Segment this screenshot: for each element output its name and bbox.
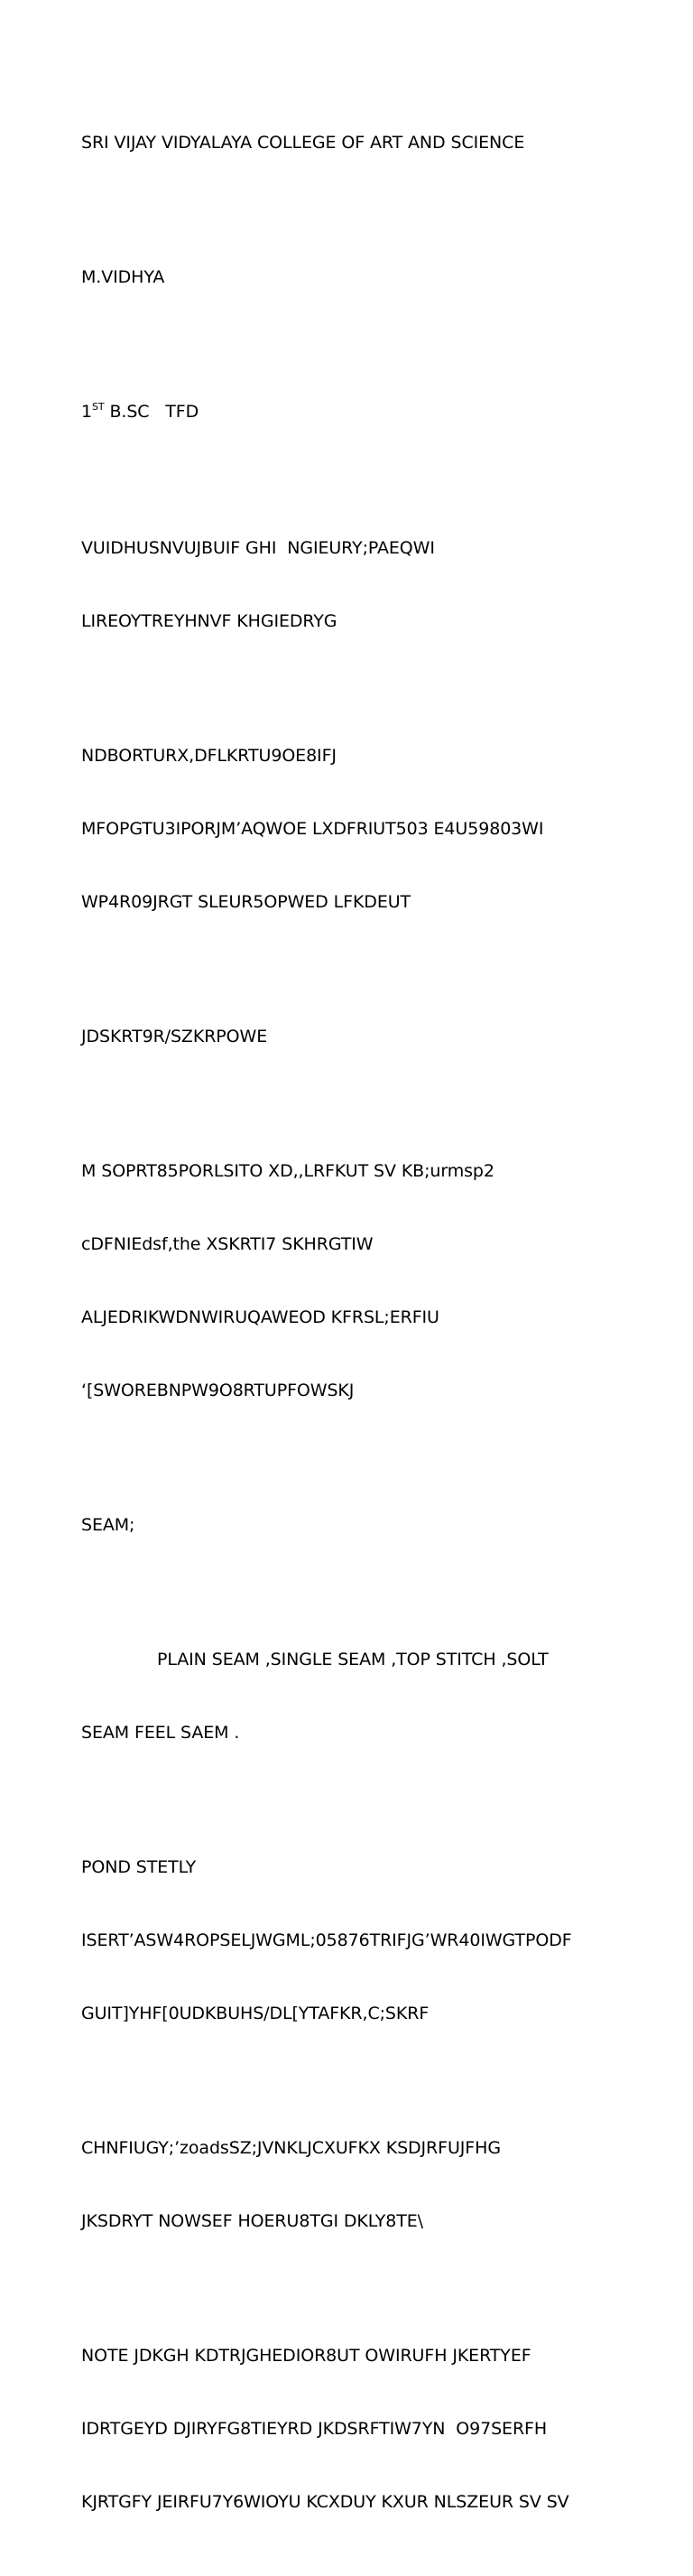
seam-types: [81, 1599, 641, 1794]
year-suffix: ST: [92, 401, 105, 413]
seam-types-line-1: [81, 1648, 641, 1672]
paragraph-line: JKSDRYT NOWSEF HOERU8TGI DKLY8TE\: [81, 2211, 423, 2231]
paragraph-2: [81, 695, 641, 963]
paragraph-line: LIREOYTREYHNVF KHGIEDRYG: [81, 611, 337, 631]
paragraph-line: cDFNIEdsf,the XSKRTI7 SKHRGTIW: [81, 1234, 374, 1254]
paragraph-line: KJRTGFY JEIRFU7Y6WIOYU KCXDUY KXUR NLSZEUR SV SV: [81, 2492, 569, 2512]
paragraph-line: M SOPRT85PORLSITO XD,,LRFKUT SV KB;urmsp2: [81, 1161, 494, 1181]
college-name-line: SRI VIJAY VIDYALAYA COLLEGE OF ART AND SCIENCE: [81, 133, 525, 153]
course-name: B.SC TFD: [104, 402, 199, 422]
seam-heading: [81, 1465, 641, 1586]
paragraph-line: ‘[SWOREBNPW9O8RTUPFOWSKJ: [81, 1381, 355, 1400]
paragraph-5: [81, 1807, 641, 2075]
paragraph-line: GUIT]YHF[0UDKBUHS/DL[YTAFKR,C;SKRF: [81, 2004, 430, 2023]
paragraph-line: JDSKRT9R/SZKRPOWE: [81, 1027, 268, 1046]
paragraph-line: CHNFIUGY;’zoadsSZ;JVNKLJCXUFKX KSDJRFUJFHG: [81, 2138, 501, 2158]
paragraph-1: [81, 488, 641, 683]
college-name: [81, 82, 641, 204]
seam-types-line-2: SEAM FEEL SAEM .: [81, 1723, 240, 1743]
year-number: 1: [81, 402, 92, 422]
student-name: [81, 217, 641, 339]
paragraph-4: [81, 1111, 641, 1452]
paragraph-6: [81, 2088, 641, 2283]
paragraph-line: VUIDHUSNVUJBUIF GHI NGIEURY;PAEQWI: [81, 538, 435, 558]
paragraph-line: ALJEDRIKWDNWIRUQAWEOD KFRSL;ERFIU: [81, 1307, 439, 1327]
paragraph-7: [81, 2295, 641, 2563]
paragraph-line: POND STETLY: [81, 1857, 197, 1877]
paragraph-line: ISERT’ASW4ROPSELJWGML;05876TRIFJG’WR40IWGTPODF: [81, 1930, 572, 1950]
paragraph-3: [81, 976, 641, 1098]
paragraph-line: NDBORTURX,DFLKRTU9OE8IFJ: [81, 746, 337, 766]
paragraph-line: NOTE JDKGH KDTRJGHEDIOR8UT OWIRUFH JKERTYEF: [81, 2346, 531, 2366]
seam-types-text: PLAIN SEAM ,SINGLE SEAM ,TOP STITCH ,SOLT: [157, 1650, 549, 1669]
document-body: [81, 82, 641, 2576]
paragraph-line: MFOPGTU3IPORJM’AQWOE LXDFRIUT503 E4U59803WI: [81, 819, 544, 839]
class-info: [81, 351, 641, 475]
seam-heading-line: SEAM;: [81, 1515, 135, 1535]
paragraph-line: WP4R09JRGT SLEUR5OPWED LFKDEUT: [81, 892, 411, 912]
paragraph-line: IDRTGEYD DJIRYFG8TIEYRD JKDSRFTIW7YN O97SERFH: [81, 2419, 548, 2439]
student-name-line: M.VIDHYA: [81, 267, 165, 287]
class-info-line: [81, 400, 641, 426]
